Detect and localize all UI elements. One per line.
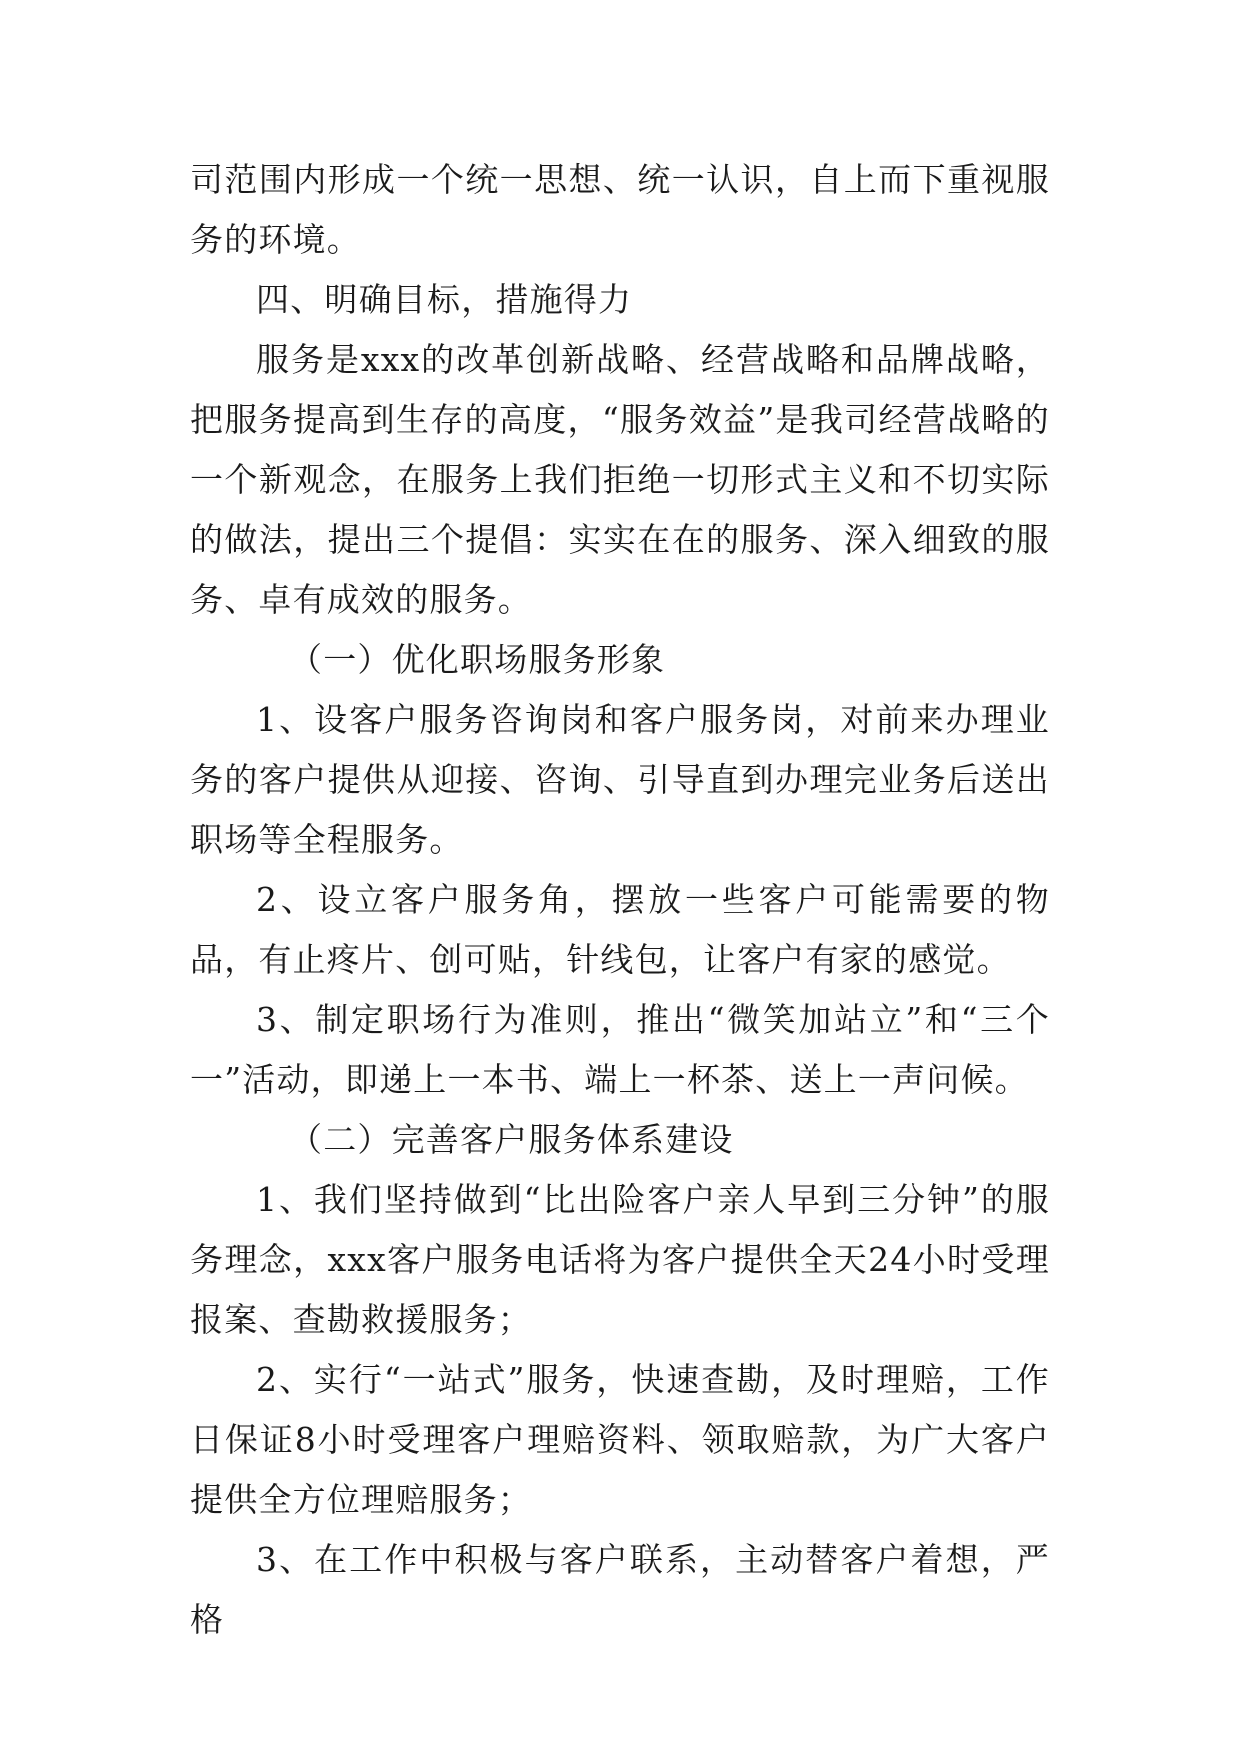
subsection-heading-1: （一）优化职场服务形象 xyxy=(289,640,666,679)
list-item-3-b: 3、在工作中积极与客户联系，主动替客户着想，严格 xyxy=(190,1540,1050,1639)
document-body xyxy=(190,150,1050,1650)
section-heading-4: 四、明确目标，措施得力 xyxy=(256,280,633,319)
list-item-3: 3、制定职场行为准则，推出“微笑加站立”和“三个一”活动，即递上一本书、端上一杯茶、送上一声问候。 xyxy=(190,1000,1050,1099)
list-item-1-b: 1、我们坚持做到“比出险客户亲人早到三分钟”的服务理念，xxx客户服务电话将为客户提供全天24小时受理报案、查勘救援服务； xyxy=(190,1180,1050,1339)
subsection-heading-2: （二）完善客户服务体系建设 xyxy=(289,1120,734,1159)
list-item-2: 2、设立客户服务角，摆放一些客户可能需要的物品，有止疼片、创可贴，针线包，让客户有家的感觉。 xyxy=(190,880,1050,979)
list-item-2-b: 2、实行“一站式”服务，快速查勘，及时理赔，工作日保证8小时受理客户理赔资料、领取赔款，为广大客户提供全方位理赔服务； xyxy=(190,1360,1050,1519)
paragraph-continuation: 司范围内形成一个统一思想、统一认识，自上而下重视服务的环境。 xyxy=(190,160,1050,259)
list-item-1: 1、设客户服务咨询岗和客户服务岗，对前来办理业务的客户提供从迎接、咨询、引导直到办理完业务后送出职场等全程服务。 xyxy=(190,700,1050,859)
paragraph-service-strategy: 服务是xxx的改革创新战略、经营战略和品牌战略，把服务提高到生存的高度，“服务效益”是我司经营战略的一个新观念，在服务上我们拒绝一切形式主义和不切实际的做法，提出三个提倡：实实在在的服务、深入细致的服务、卓有成效的服务。 xyxy=(190,340,1050,619)
